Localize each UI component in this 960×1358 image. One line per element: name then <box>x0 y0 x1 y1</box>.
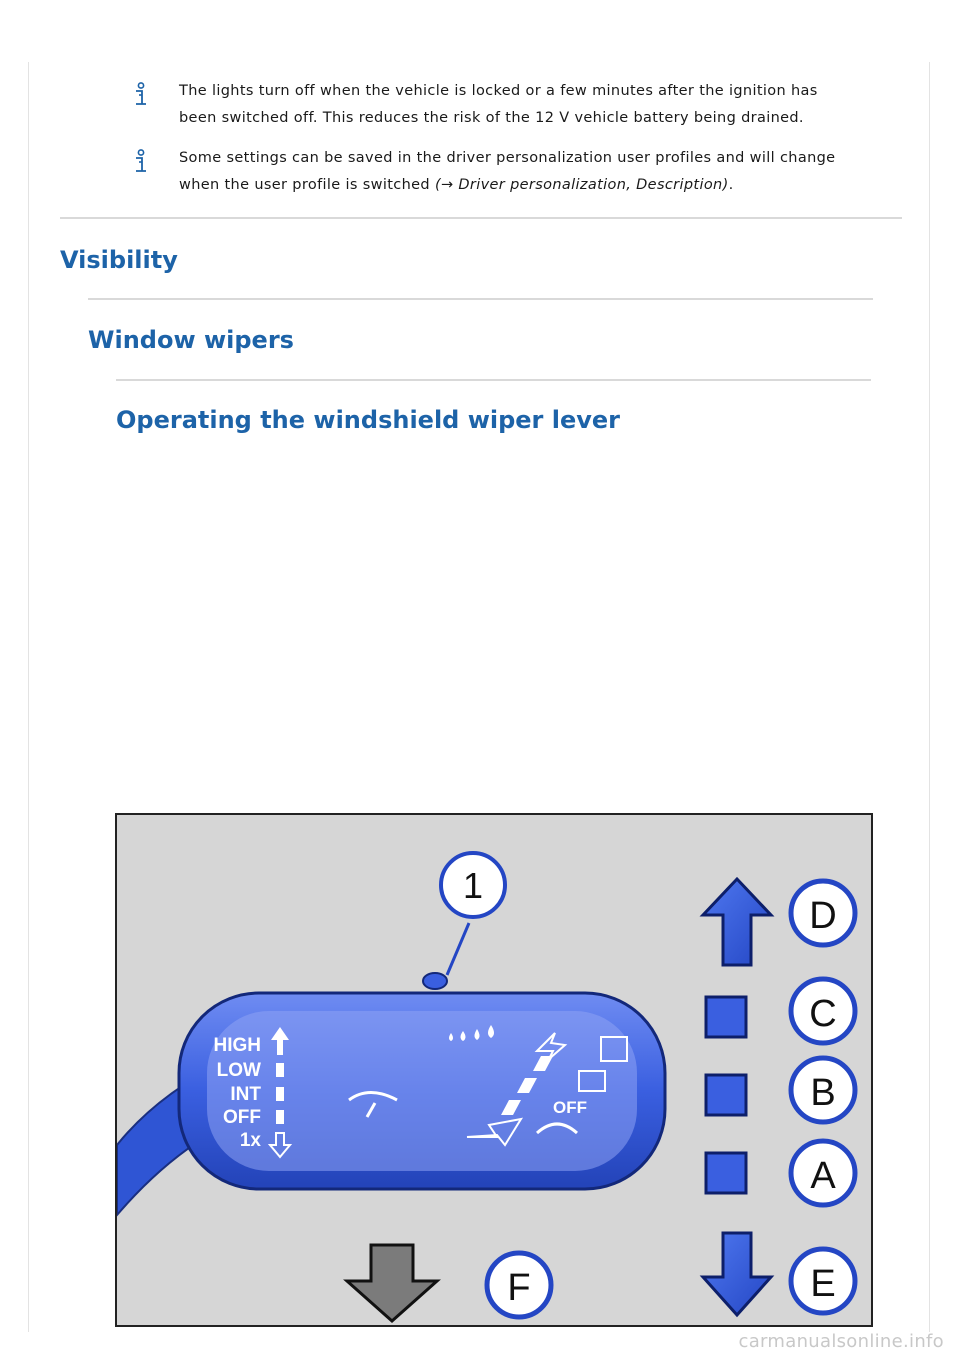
lever-label-int: INT <box>230 1084 261 1105</box>
rear-wiper-off-label: OFF <box>553 1098 587 1117</box>
subsection-heading: Window wipers <box>88 326 294 354</box>
watermark: carmanualsonline.info <box>738 1331 944 1352</box>
cross-reference-link[interactable]: (→ Driver personalization, Description) <box>434 177 729 193</box>
note-text <box>179 145 859 199</box>
page-border-right <box>929 62 930 1332</box>
lever-label-off: OFF <box>223 1107 261 1128</box>
note-line: The lights turn off when the vehicle is locked or a few minutes after the ignition has <box>179 83 818 99</box>
section-divider <box>60 217 902 219</box>
marker-off-icon <box>276 1110 284 1124</box>
section-heading: Visibility <box>60 246 178 274</box>
page-border-left <box>28 62 29 1332</box>
callout-label-1: 1 <box>462 865 484 906</box>
callout-label-b: B <box>810 1072 836 1114</box>
callout-label-c: C <box>809 993 837 1035</box>
note-text-span: . <box>728 177 734 193</box>
position-b-square <box>706 1075 746 1115</box>
arrow-down-e-icon <box>703 1233 771 1315</box>
marker-low-icon <box>276 1063 284 1077</box>
note-text-span: when the user profile is switched <box>179 177 435 193</box>
marker-int-icon <box>276 1087 284 1101</box>
arrow-down-f-icon <box>347 1245 437 1321</box>
lever-label-high: HIGH <box>213 1035 261 1056</box>
callout-label-e: E <box>810 1263 836 1305</box>
note-text <box>179 78 859 132</box>
callout-label-f: F <box>507 1267 531 1309</box>
info-icon <box>133 82 149 108</box>
info-icon <box>133 149 149 175</box>
lever-knob <box>423 973 447 989</box>
wiper-lever-figure <box>115 813 873 1327</box>
position-a-square <box>706 1153 746 1193</box>
callout-label-d: D <box>809 895 837 937</box>
lever-label-low: LOW <box>216 1060 261 1081</box>
callout-label-a: A <box>810 1155 836 1197</box>
section-divider <box>116 379 871 381</box>
lever-label-1x: 1x <box>239 1130 261 1151</box>
note-line: Some settings can be saved in the driver personalization user profiles and will change <box>179 150 836 166</box>
position-c-square <box>706 997 746 1037</box>
section-divider <box>88 298 873 300</box>
topic-heading: Operating the windshield wiper lever <box>116 406 621 434</box>
wiper-lever-illustration <box>117 815 871 1325</box>
note-line <box>179 172 859 199</box>
note-line: been switched off. This reduces the risk of the 12 V vehicle battery being drained. <box>179 110 804 126</box>
arrow-up-d-icon <box>703 879 771 965</box>
